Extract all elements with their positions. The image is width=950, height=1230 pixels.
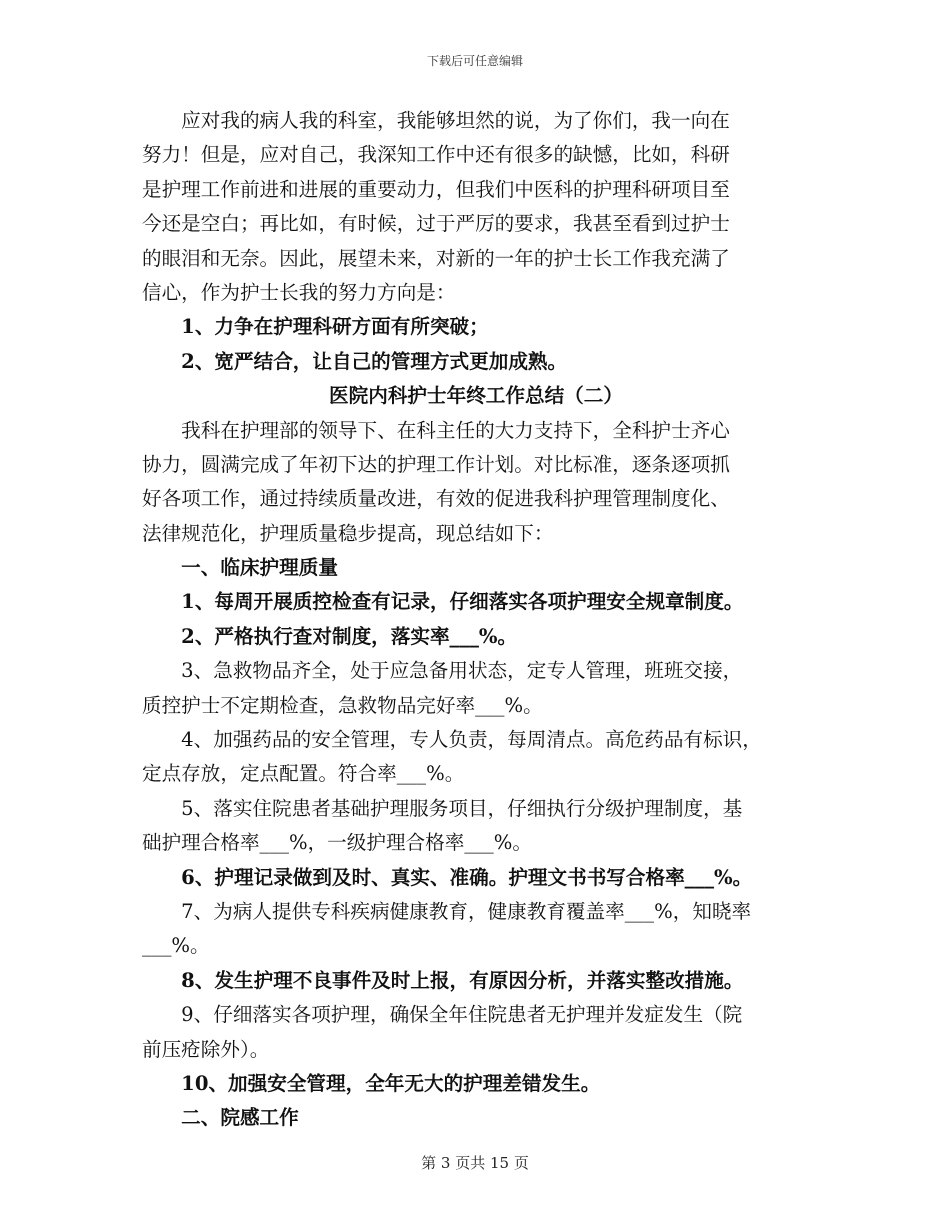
text-line: 4、加强药品的安全管理，专人负责，每周清点。高危药品有标识， (142, 728, 762, 752)
document-body (142, 104, 810, 1136)
section-title: 医院内科护士年终工作总结（二） (329, 384, 623, 408)
text-line: 努力！但是，应对自己，我深知工作中还有很多的缺憾，比如，科研 (142, 143, 730, 167)
text-line: 2、宽严结合，让自己的管理方式更加成熟。 (142, 349, 568, 373)
text-line: 质控护士不定期检查，急救物品完好率___%。 (142, 693, 543, 717)
text-line: 好各项工作，通过持续质量改进，有效的促进我科护理管理制度化、 (142, 487, 730, 511)
text-line: 今还是空白；再比如，有时候，过于严厉的要求，我甚至看到过护士 (142, 212, 730, 236)
text-line: 的眼泪和无奈。因此，展望未来，对新的一年的护士长工作我充满了 (142, 246, 730, 270)
text-line: 3、急救物品齐全，处于应急备用状态，定专人管理，班班交接， (142, 659, 743, 683)
text-line: 础护理合格率___%，一级护理合格率___%。 (142, 831, 532, 855)
text-line: 应对我的病人我的科室，我能够坦然的说，为了你们，我一向在 (142, 109, 730, 132)
text-line: 10、加强安全管理，全年无大的护理差错发生。 (142, 1071, 601, 1095)
page-footer: 第 3 页共 15 页 (421, 1154, 529, 1172)
text-line: 9、仔细落实各项护理，确保全年住院患者无护理并发症发生（院 (142, 1003, 743, 1027)
text-line: 法律规范化，护理质量稳步提高，现总结如下： (142, 521, 554, 545)
text-line: 1、力争在护理科研方面有所突破； (142, 315, 489, 339)
text-line: ___%。 (142, 934, 210, 958)
text-line: 7、为病人提供专科疾病健康教育，健康教育覆盖率___%，知晓率 (142, 899, 752, 923)
text-line: 前压疮除外）。 (142, 1037, 270, 1061)
text-line: 定点存放，定点配置。符合率___%。 (142, 762, 465, 786)
text-line: 我科在护理部的领导下、在科主任的大力支持下，全科护士齐心 (142, 418, 730, 442)
text-line: 5、落实住院患者基础护理服务项目，仔细执行分级护理制度，基 (142, 796, 743, 820)
text-line: 二、院感工作 (142, 1106, 299, 1130)
text-line: 6、护理记录做到及时、真实、准确。护理文书书写合格率___%。 (142, 865, 753, 889)
text-line: 协力，圆满完成了年初下达的护理工作计划。对比标准，逐条逐项抓 (142, 452, 730, 476)
text-line: 1、每周开展质控检查有记录，仔细落实各项护理安全规章制度。 (142, 590, 744, 614)
page-header: 下载后可任意编辑 (426, 54, 523, 68)
text-line: 8、发生护理不良事件及时上报，有原因分析，并落实整改措施。 (142, 968, 744, 992)
text-line: 信心，作为护士长我的努力方向是： (142, 280, 456, 304)
text-line: 一、临床护理质量 (142, 556, 338, 580)
text-line: 2、严格执行查对制度，落实率___%。 (142, 624, 518, 648)
text-line: 是护理工作前进和进展的重要动力，但我们中医科的护理科研项目至 (142, 177, 730, 201)
